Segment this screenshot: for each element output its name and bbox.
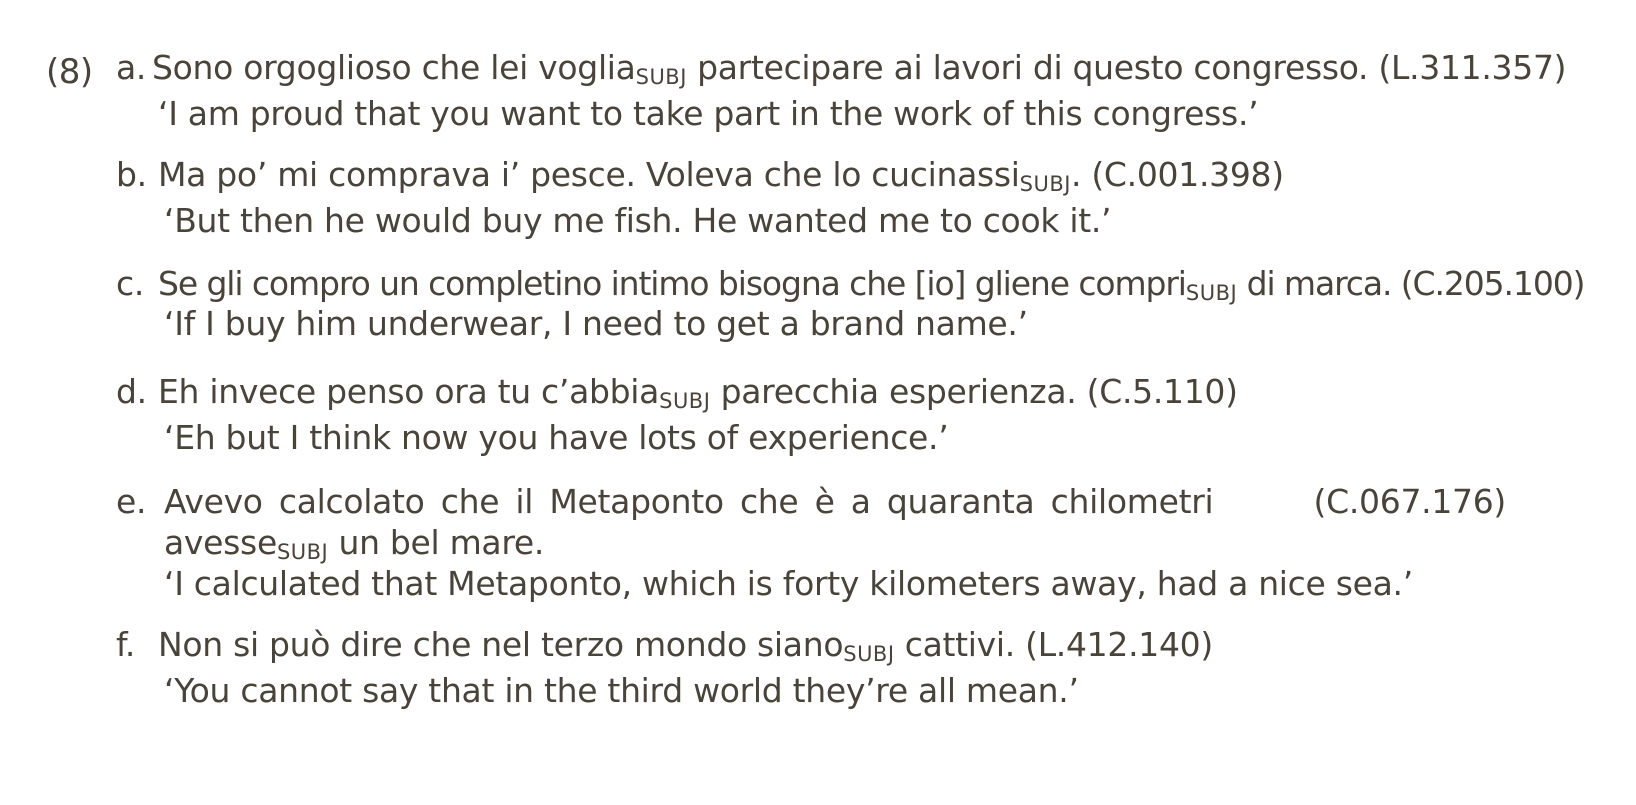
- italian-sentence: [158, 625, 1213, 669]
- subj-gloss: SUBJ: [1185, 281, 1238, 305]
- italian-text-after: cattivi. (L.412.140): [894, 625, 1213, 664]
- item-letter: e.: [116, 482, 147, 521]
- italian-sentence: [152, 48, 1566, 92]
- item-letter: a.: [116, 48, 147, 87]
- italian-text-after: partecipare ai lavori di questo congresso. (L.311.357): [686, 48, 1567, 87]
- italian-sentence: [158, 264, 1584, 308]
- english-translation: ‘I am proud that you want to take part in the work of this congress.’: [158, 94, 1259, 133]
- italian-text-after: un bel mare.: [328, 523, 545, 562]
- italian-sentence-line1: Avevo calcolato che il Metaponto che è a quaranta chilometri: [164, 482, 1214, 521]
- subj-gloss: SUBJ: [1019, 172, 1071, 196]
- italian-text-before: avesse: [164, 523, 277, 562]
- subj-gloss: SUBJ: [659, 389, 711, 413]
- subj-gloss: SUBJ: [635, 65, 687, 89]
- english-translation: ‘If I buy him underwear, I need to get a brand name.’: [164, 304, 1028, 343]
- italian-text-before: Ma po’ mi comprava i’ pesce. Voleva che lo cucinassi: [158, 155, 1020, 194]
- italian-text-before: Non si può dire che nel terzo mondo siano: [158, 625, 844, 664]
- italian-text-before: Eh invece penso ora tu c’abbia: [158, 372, 660, 411]
- italian-text-after: . (C.001.398): [1070, 155, 1284, 194]
- item-letter: f.: [116, 625, 136, 664]
- english-translation: ‘But then he would buy me fish. He wanted me to cook it.’: [164, 201, 1112, 240]
- subj-gloss: SUBJ: [276, 540, 329, 564]
- italian-sentence: [158, 155, 1284, 199]
- item-letter: c.: [116, 264, 145, 303]
- italian-text-after: parecchia esperienza. (C.5.110): [710, 372, 1238, 411]
- english-translation: ‘I calculated that Metaponto, which is forty kilometers away, had a nice sea.’: [164, 564, 1413, 603]
- item-letter: d.: [116, 372, 147, 411]
- italian-sentence: [158, 372, 1238, 416]
- italian-text-before: Sono orgoglioso che lei voglia: [152, 48, 636, 87]
- italian-sentence-line2: [164, 523, 544, 567]
- italian-text-before: Se gli compro un completino intimo bisogna che [io] gliene compri: [158, 264, 1186, 303]
- item-letter: b.: [116, 155, 147, 194]
- italian-text-after: di marca. (C.205.100): [1237, 264, 1585, 303]
- example-number: (8): [46, 52, 93, 92]
- english-translation: ‘You cannot say that in the third world they’re all mean.’: [164, 671, 1079, 710]
- subj-gloss: SUBJ: [843, 642, 895, 666]
- corpus-reference: (C.067.176): [1313, 482, 1506, 521]
- english-translation: ‘Eh but I think now you have lots of experience.’: [164, 418, 949, 457]
